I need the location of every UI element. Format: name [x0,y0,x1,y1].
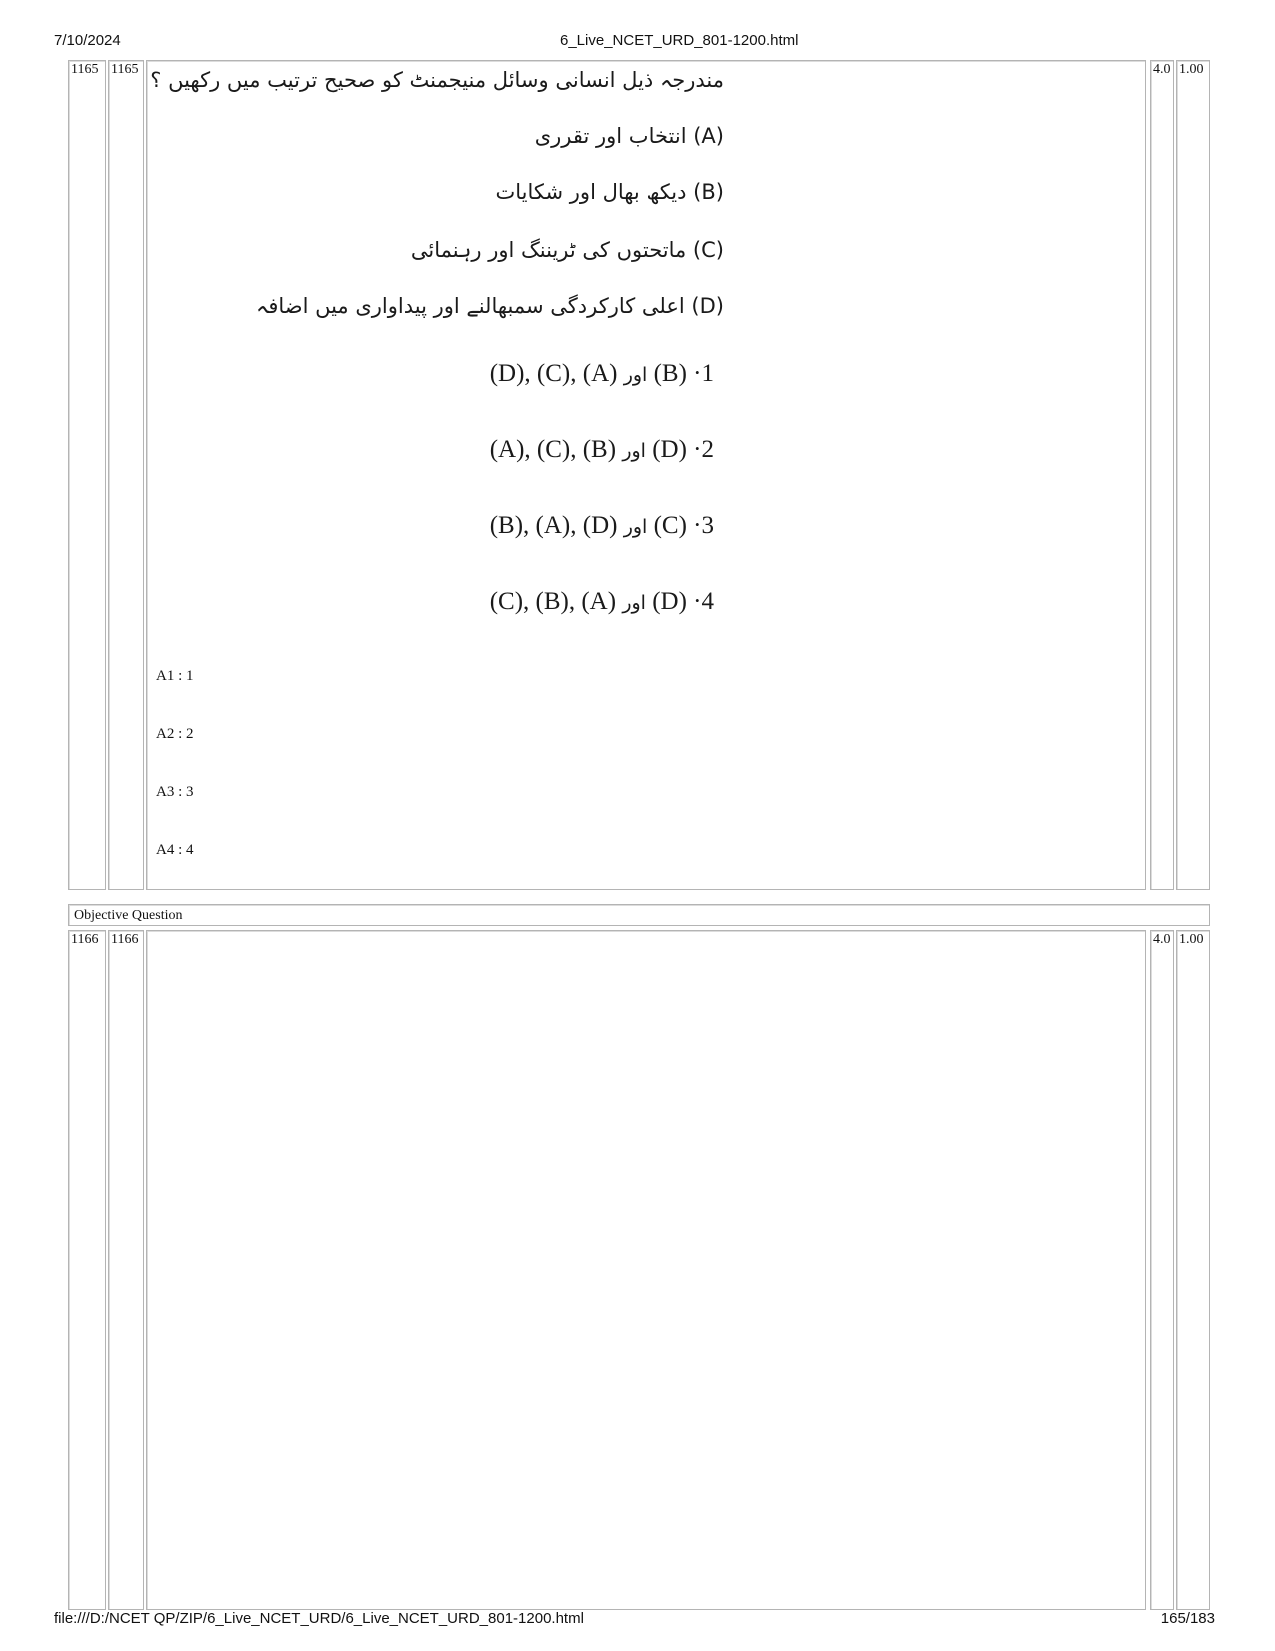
q1165-option-4-order: (C), (B), (A) [489,588,617,615]
q1165-option-3: (B), (A), (D) اور (C) ·3 [489,512,714,539]
q1165-serial: 1165 [71,62,99,77]
q1165-option-3-last: (C) [653,512,687,539]
q1165-option-1-last: (B) [653,360,687,387]
q1165-answer-1: A1 : 1 [156,668,194,684]
q1165-serial-cell [68,60,106,890]
q1165-marks: 4.0 [1153,62,1171,77]
q1165-option-4-last: (D) [652,588,687,615]
q1165-option-4: (C), (B), (A) اور (D) ·4 [489,588,714,615]
q1165-negative: 1.00 [1179,62,1204,77]
print-file-title: 6_Live_NCET_URD_801-1200.html [560,32,799,49]
q1166-marks: 4.0 [1153,932,1171,947]
q1166-content-cell [146,930,1146,1610]
objective-question-row [68,904,1210,926]
q1166-negative-cell [1176,930,1210,1610]
q1165-statement-c: (C) ماتحتوں کی ٹریننگ اور رہنمائی [410,238,724,262]
q1165-question-text: مندرجہ ذیل انسانی وسائل منیجمنٹ کو صحیح ترتیب میں رکھیں ؟ [150,68,724,92]
print-date: 7/10/2024 [54,32,121,49]
q1165-answer-2: A2 : 2 [156,726,194,742]
q1165-answer-4: A4 : 4 [156,842,194,858]
q1165-option-4-number: 4 [701,588,714,615]
q1165-statement-a: (A) انتخاب اور تقرری [534,124,724,148]
print-file-path: file:///D:/NCET QP/ZIP/6_Live_NCET_URD/6_Live_NCET_URD_801-1200.html [54,1610,584,1627]
q1166-serial-cell [68,930,106,1610]
q1165-id: 1165 [111,62,139,77]
objective-question-label: Objective Question [74,908,183,923]
q1165-option-1-conj: اور [623,364,648,386]
q1165-statement-d: (D) اعلی کارکردگی سمبھالنے اور پیداواری میں اضافہ [256,294,724,318]
q1166-id-cell [108,930,144,1610]
q1166-marks-cell [1150,930,1174,1610]
q1165-option-2-number: 2 [701,436,714,463]
q1165-option-1-order: (D), (C), (A) [489,360,618,387]
q1165-option-2-conj: اور [622,440,646,462]
q1165-option-4-conj: اور [622,592,646,614]
q1165-option-3-order: (B), (A), (D) [489,512,618,539]
q1165-statement-b: (B) دیکھ بھال اور شکایات [495,180,724,204]
q1165-option-3-conj: اور [623,516,648,538]
q1165-option-2-last: (D) [652,436,687,463]
q1165-answer-3: A3 : 3 [156,784,194,800]
q1166-serial: 1166 [71,932,99,947]
print-page-number: 165/183 [1160,1610,1215,1627]
q1165-option-2-order: (A), (C), (B) [489,436,617,463]
q1165-negative-cell [1176,60,1210,890]
q1165-option-2: (A), (C), (B) اور (D) ·2 [489,436,714,463]
q1165-option-1-number: 1 [701,360,714,387]
q1165-question-block [146,60,724,640]
q1166-negative: 1.00 [1179,932,1204,947]
q1165-marks-cell [1150,60,1174,890]
q1165-id-cell [108,60,144,890]
q1166-id: 1166 [111,932,139,947]
q1165-option-1: (D), (C), (A) اور (B) ·1 [489,360,714,387]
q1165-option-3-number: 3 [701,512,714,539]
